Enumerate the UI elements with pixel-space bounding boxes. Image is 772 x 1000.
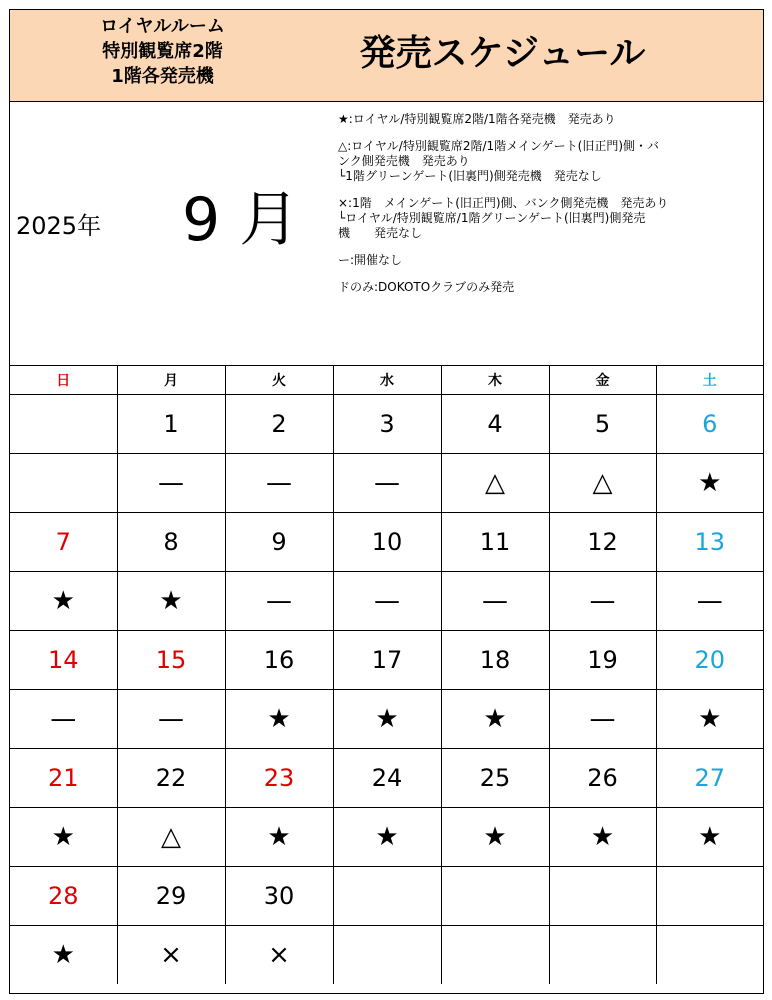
date-cell: 4 bbox=[441, 395, 549, 454]
mark-cell: — bbox=[549, 690, 656, 749]
date-cell: 1 bbox=[117, 395, 225, 454]
mark-cell: ★ bbox=[225, 808, 333, 867]
mark-cell: ★ bbox=[10, 572, 117, 631]
date-cell: 20 bbox=[656, 631, 763, 690]
month-label: 9 月 bbox=[182, 185, 300, 255]
date-cell: 12 bbox=[549, 513, 656, 572]
venue-label bbox=[50, 14, 275, 89]
mark-cell: — bbox=[117, 690, 225, 749]
date-cell-holiday: 23 bbox=[225, 749, 333, 808]
mark-cell: — bbox=[441, 572, 549, 631]
date-cell: 6 bbox=[656, 395, 763, 454]
mark-cell: ★ bbox=[10, 926, 117, 985]
mark-cell: ★ bbox=[656, 808, 763, 867]
weekday-header-row bbox=[10, 365, 763, 395]
mark-cell: ★ bbox=[333, 808, 441, 867]
weekday-thu: 木 bbox=[441, 365, 549, 395]
legend-line: △:ロイヤル/特別観覧席2階/1階メインゲート(旧正門)側・バ bbox=[338, 139, 660, 153]
date-cell: 27 bbox=[656, 749, 763, 808]
weekday-sun: 日 bbox=[10, 365, 117, 395]
date-cell: 5 bbox=[549, 395, 656, 454]
mark-cell: — bbox=[549, 572, 656, 631]
date-cell: 18 bbox=[441, 631, 549, 690]
week-5-marks bbox=[10, 926, 763, 985]
legend-line: └1階グリーンゲート(旧裏門)側発売機 発売なし bbox=[338, 169, 602, 183]
date-cell: 3 bbox=[333, 395, 441, 454]
mark-cell: × bbox=[225, 926, 333, 985]
mark-cell: ★ bbox=[225, 690, 333, 749]
week-4-dates bbox=[10, 749, 763, 808]
mark-cell bbox=[656, 926, 763, 985]
week-5-dates bbox=[10, 867, 763, 926]
date-cell: 28 bbox=[10, 867, 117, 926]
date-cell: 7 bbox=[10, 513, 117, 572]
date-cell: 10 bbox=[333, 513, 441, 572]
date-cell: 11 bbox=[441, 513, 549, 572]
weekday-tue: 火 bbox=[225, 365, 333, 395]
year-label: 2025年 bbox=[16, 212, 102, 240]
date-cell: 16 bbox=[225, 631, 333, 690]
date-cell: 17 bbox=[333, 631, 441, 690]
weekday-fri: 金 bbox=[549, 365, 656, 395]
legend-line: ×:1階 メインゲート(旧正門)側、バンク側発売機 発売あり bbox=[338, 196, 669, 210]
mark-cell: ★ bbox=[549, 808, 656, 867]
mark-cell: △ bbox=[549, 454, 656, 513]
date-cell: 26 bbox=[549, 749, 656, 808]
mark-cell: — bbox=[656, 572, 763, 631]
venue-line: 特別観覧席2階 bbox=[102, 41, 223, 62]
mark-cell: ★ bbox=[117, 572, 225, 631]
legend-line: └ロイヤル/特別観覧席/1階グリーンゲート(旧裏門)側発売 bbox=[338, 211, 646, 225]
date-cell: 14 bbox=[10, 631, 117, 690]
venue-line: 1階各発売機 bbox=[111, 66, 214, 87]
mark-cell: △ bbox=[117, 808, 225, 867]
week-3-dates bbox=[10, 631, 763, 690]
info-panel bbox=[10, 102, 763, 366]
date-cell: 19 bbox=[549, 631, 656, 690]
legend-line: 機 発売なし bbox=[338, 226, 423, 240]
mark-cell bbox=[441, 926, 549, 985]
mark-cell: — bbox=[333, 454, 441, 513]
date-cell: 30 bbox=[225, 867, 333, 926]
week-2-dates bbox=[10, 513, 763, 572]
mark-cell: ★ bbox=[441, 690, 549, 749]
mark-cell: △ bbox=[441, 454, 549, 513]
date-cell: 29 bbox=[117, 867, 225, 926]
mark-cell: ★ bbox=[441, 808, 549, 867]
mark-cell: — bbox=[225, 454, 333, 513]
calendar-grid bbox=[10, 365, 763, 984]
weekday-sat: 土 bbox=[656, 365, 763, 395]
date-cell: 24 bbox=[333, 749, 441, 808]
week-1-marks bbox=[10, 454, 763, 513]
week-2-marks bbox=[10, 572, 763, 631]
date-cell: 22 bbox=[117, 749, 225, 808]
week-3-marks bbox=[10, 690, 763, 749]
date-cell: 13 bbox=[656, 513, 763, 572]
mark-cell bbox=[333, 926, 441, 985]
legend-line: ー:開催なし bbox=[338, 253, 403, 267]
date-cell: 21 bbox=[10, 749, 117, 808]
mark-cell: — bbox=[333, 572, 441, 631]
date-cell bbox=[441, 867, 549, 926]
mark-cell: — bbox=[117, 454, 225, 513]
legend bbox=[338, 112, 758, 295]
weekday-wed: 水 bbox=[333, 365, 441, 395]
week-4-marks bbox=[10, 808, 763, 867]
legend-line: ★:ロイヤル/特別観覧席2階/1階各発売機 発売あり bbox=[338, 112, 616, 126]
date-cell bbox=[549, 867, 656, 926]
mark-cell bbox=[549, 926, 656, 985]
week-1-dates bbox=[10, 395, 763, 454]
mark-cell bbox=[10, 454, 117, 513]
mark-cell: — bbox=[225, 572, 333, 631]
weekday-mon: 月 bbox=[117, 365, 225, 395]
venue-line: ロイヤルルーム bbox=[100, 16, 225, 37]
mark-cell: ★ bbox=[656, 454, 763, 513]
date-cell bbox=[333, 867, 441, 926]
date-cell bbox=[10, 395, 117, 454]
date-cell-holiday: 15 bbox=[117, 631, 225, 690]
mark-cell: ★ bbox=[10, 808, 117, 867]
date-cell: 2 bbox=[225, 395, 333, 454]
mark-cell: ★ bbox=[333, 690, 441, 749]
schedule-sheet bbox=[9, 9, 764, 994]
mark-cell: ★ bbox=[656, 690, 763, 749]
header-banner bbox=[10, 10, 763, 102]
legend-line: ンク側発売機 発売あり bbox=[338, 154, 470, 168]
date-cell bbox=[656, 867, 763, 926]
schedule-title: 発売スケジュール bbox=[359, 33, 646, 74]
legend-line: ドのみ:DOKOTOクラブのみ発売 bbox=[338, 280, 515, 294]
mark-cell: × bbox=[117, 926, 225, 985]
mark-cell: — bbox=[10, 690, 117, 749]
date-cell: 25 bbox=[441, 749, 549, 808]
date-cell: 8 bbox=[117, 513, 225, 572]
date-cell: 9 bbox=[225, 513, 333, 572]
